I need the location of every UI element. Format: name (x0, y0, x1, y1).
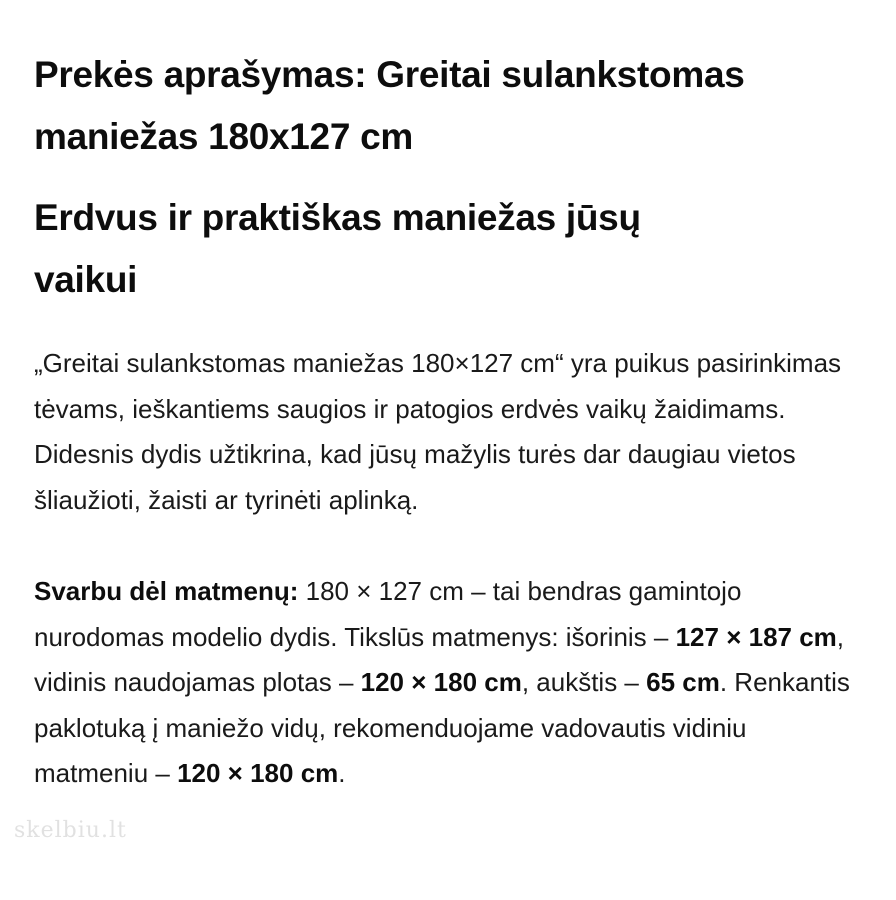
dimensions-text: . Renkantis paklotuką į maniežo vidų, rekomenduojame vadovautis vidiniu matmeniu – (34, 667, 850, 788)
section-heading: Erdvus ir praktiškas maniežas jūsų vaikui (34, 197, 641, 300)
dimensions-text: , vidinis naudojamas plotas – (34, 621, 845, 697)
recommended-dimension: 120 × 180 cm (177, 758, 339, 788)
inner-dimension: 120 × 180 cm (360, 667, 522, 697)
height-dimension: 65 cm (646, 667, 720, 697)
dimensions-paragraph (34, 569, 864, 797)
dimensions-text: 180 × 127 cm – tai bendras gamintojo nurodomas modelio dydis. Tikslūs matmenys: išorinis – (34, 576, 742, 652)
page-title: Prekės aprašymas: Greitai sulankstomas maniežas 180x127 cm (34, 54, 745, 157)
dimensions-text: . (338, 758, 346, 788)
product-description (34, 44, 874, 797)
watermark: skelbiu.lt (14, 818, 127, 843)
intro-paragraph: „Greitai sulankstomas maniežas 180×127 cm“ yra puikus pasirinkimas tėvams, ieškantiems saugios ir patogios erdvės vaikų žaidimams. Didesnis dydis užtikrina, kad jūsų mažylis turės dar daugiau vietos šliaužioti, žaisti ar tyrinėti aplinką. (34, 348, 842, 515)
dimensions-label: Svarbu dėl matmenų: (34, 576, 299, 606)
dimensions-text: , aukštis – (521, 667, 647, 697)
outer-dimension: 127 × 187 cm (675, 621, 837, 652)
